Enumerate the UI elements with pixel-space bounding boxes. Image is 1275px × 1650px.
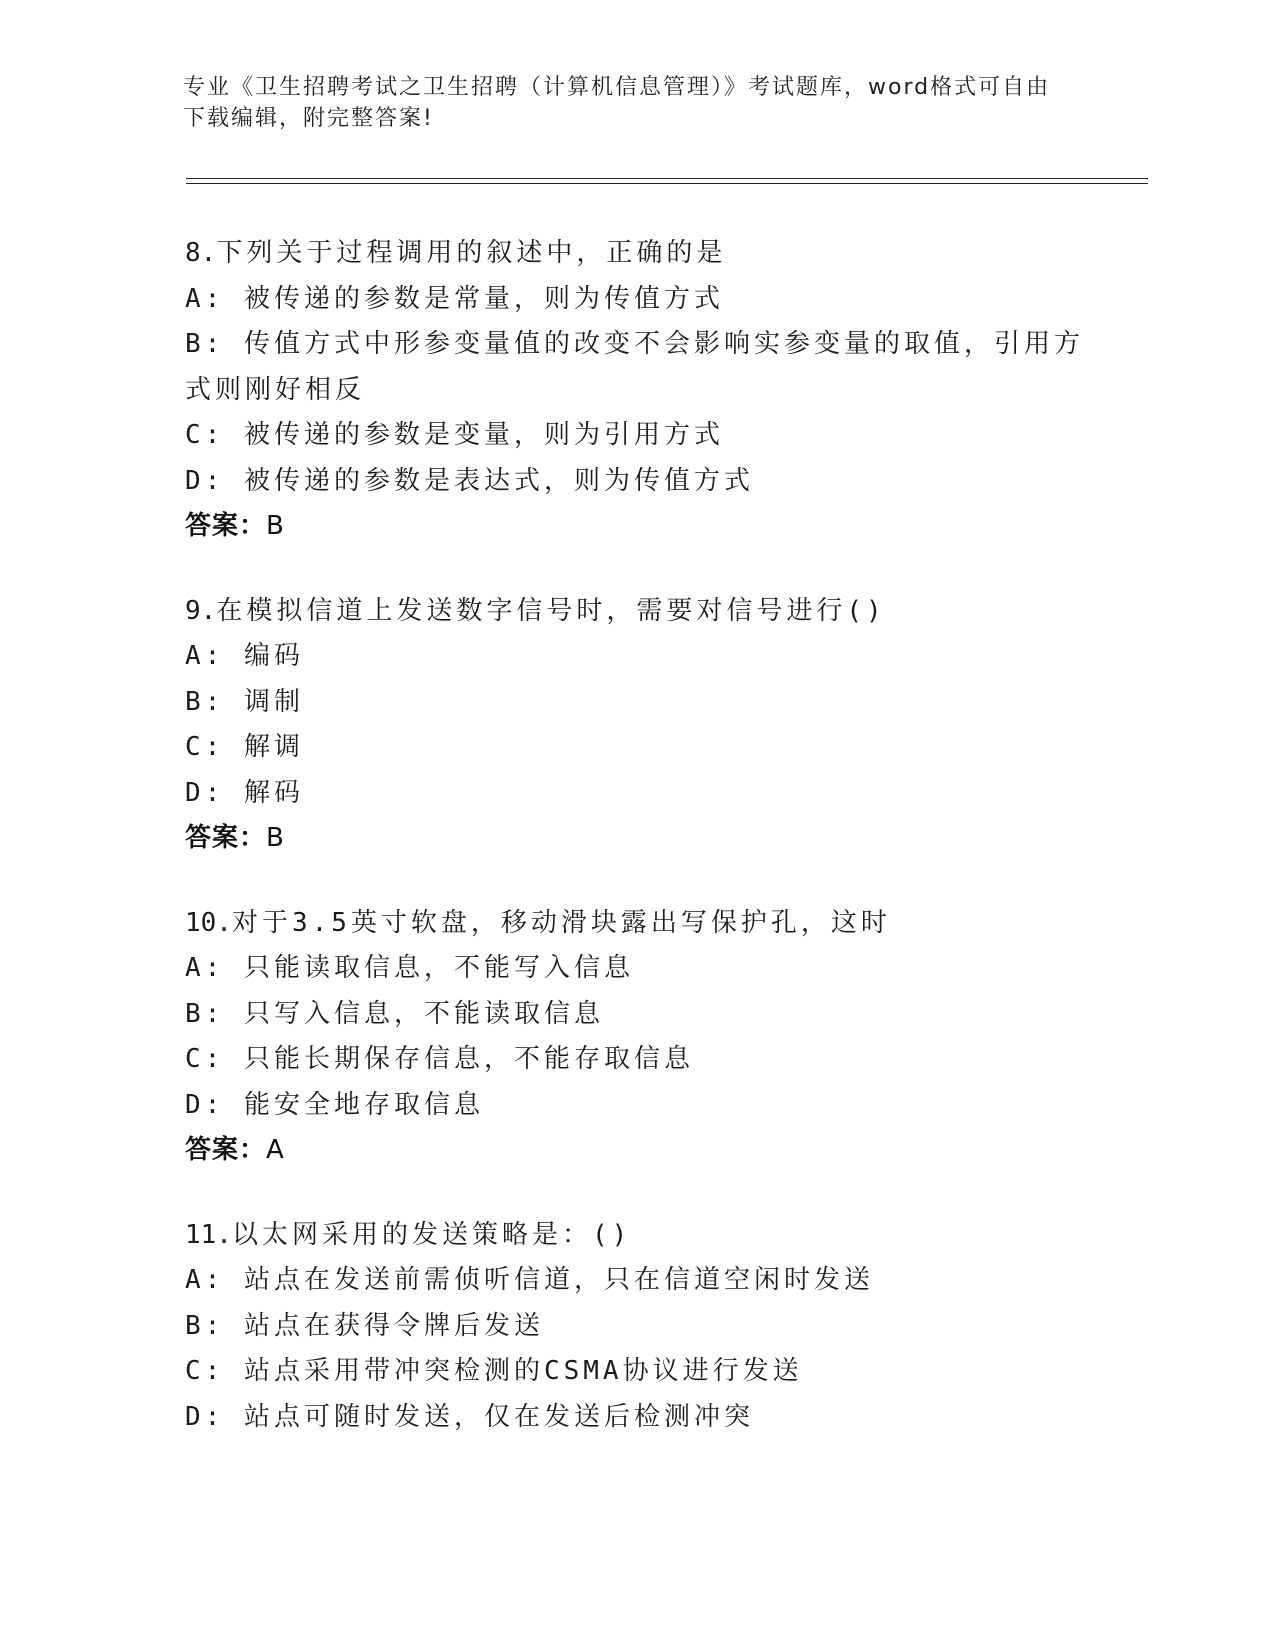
question-number: 9. (185, 595, 217, 626)
option-item (185, 634, 1085, 680)
header-divider-top (186, 178, 1148, 179)
option-text: 站点在获得令牌后发送 (243, 1310, 544, 1341)
answer-label: 答案： (185, 1135, 267, 1165)
answer-line (185, 816, 1085, 862)
option-item (185, 1258, 1085, 1304)
option-label: D: (185, 465, 225, 496)
option-text: 只写入信息，不能读取信息 (243, 998, 604, 1029)
option-text: 被传递的参数是表达式，则为传值方式 (243, 465, 754, 496)
question-item (185, 901, 1085, 1174)
header-divider-bottom (186, 183, 1148, 184)
question-number: 10. (185, 907, 232, 938)
option-text: 站点在发送前需侦听信道，只在信道空闲时发送 (243, 1265, 874, 1295)
question-stem (185, 589, 1085, 635)
option-label: B: (185, 998, 225, 1029)
option-label: C: (185, 1044, 225, 1074)
question-item (185, 589, 1085, 862)
question-list (185, 231, 1085, 1479)
question-text: 以太网采用的发送策略是：() (231, 1219, 632, 1250)
option-label: A: (185, 283, 225, 314)
option-item (185, 1395, 1085, 1441)
option-text: 被传递的参数是常量，则为传值方式 (243, 283, 724, 314)
option-item (185, 1083, 1085, 1129)
option-item (185, 322, 1085, 413)
option-item (185, 725, 1085, 771)
option-text: 只能读取信息，不能写入信息 (243, 953, 634, 983)
option-text: 被传递的参数是变量，则为引用方式 (243, 420, 724, 450)
option-item (185, 992, 1085, 1038)
option-item (185, 277, 1085, 323)
option-item (185, 413, 1085, 459)
document-header: 专业《卫生招聘考试之卫生招聘（计算机信息管理）》考试题库，word格式可自由下载编辑，附完整答案! (183, 75, 1051, 131)
answer-label: 答案： (185, 511, 267, 541)
answer-label: 答案： (185, 823, 267, 853)
question-stem (185, 231, 1085, 277)
option-label: C: (185, 1356, 225, 1386)
option-label: D: (185, 1089, 225, 1120)
option-text: 站点可随时发送，仅在发送后检测冲突 (243, 1401, 754, 1432)
option-label: B: (185, 329, 225, 359)
question-item (185, 231, 1085, 550)
option-label: B: (185, 686, 225, 717)
option-label: D: (185, 1401, 225, 1432)
answer-value: B (266, 511, 285, 541)
option-item (185, 459, 1085, 505)
option-item (185, 1037, 1085, 1083)
option-label: A: (185, 1265, 225, 1295)
option-label: A: (185, 641, 225, 671)
answer-value: B (266, 823, 285, 853)
option-text: 解码 (243, 777, 304, 808)
question-number: 11. (185, 1219, 232, 1250)
question-stem (185, 1213, 1085, 1259)
option-text: 解调 (243, 732, 304, 762)
option-label: D: (185, 777, 225, 808)
option-item (185, 946, 1085, 992)
answer-value: A (266, 1135, 285, 1165)
option-text: 能安全地存取信息 (243, 1089, 484, 1120)
option-item (185, 771, 1085, 817)
option-text: 调制 (243, 686, 304, 717)
option-text: 只能长期保存信息，不能存取信息 (243, 1044, 694, 1074)
question-text: 对于3.5英寸软盘，移动滑块露出写保护孔，这时 (231, 907, 891, 938)
option-label: C: (185, 732, 225, 762)
option-item (185, 1304, 1085, 1350)
question-item (185, 1213, 1085, 1441)
option-label: C: (185, 420, 225, 450)
answer-line (185, 1128, 1085, 1174)
option-text: 编码 (243, 641, 304, 671)
question-number: 8. (185, 238, 217, 268)
question-text: 下列关于过程调用的叙述中，正确的是 (216, 238, 727, 268)
option-text: 站点采用带冲突检测的CSMA协议进行发送 (243, 1356, 803, 1386)
option-item (185, 1349, 1085, 1395)
option-item (185, 680, 1085, 726)
answer-line (185, 504, 1085, 550)
option-label: B: (185, 1310, 225, 1341)
question-stem (185, 901, 1085, 947)
option-text: 传值方式中形参变量值的改变不会影响实参变量的取值，引用方式则刚好相反 (185, 329, 1084, 405)
question-text: 在模拟信道上发送数字信号时，需要对信号进行() (216, 595, 886, 626)
option-label: A: (185, 953, 225, 983)
